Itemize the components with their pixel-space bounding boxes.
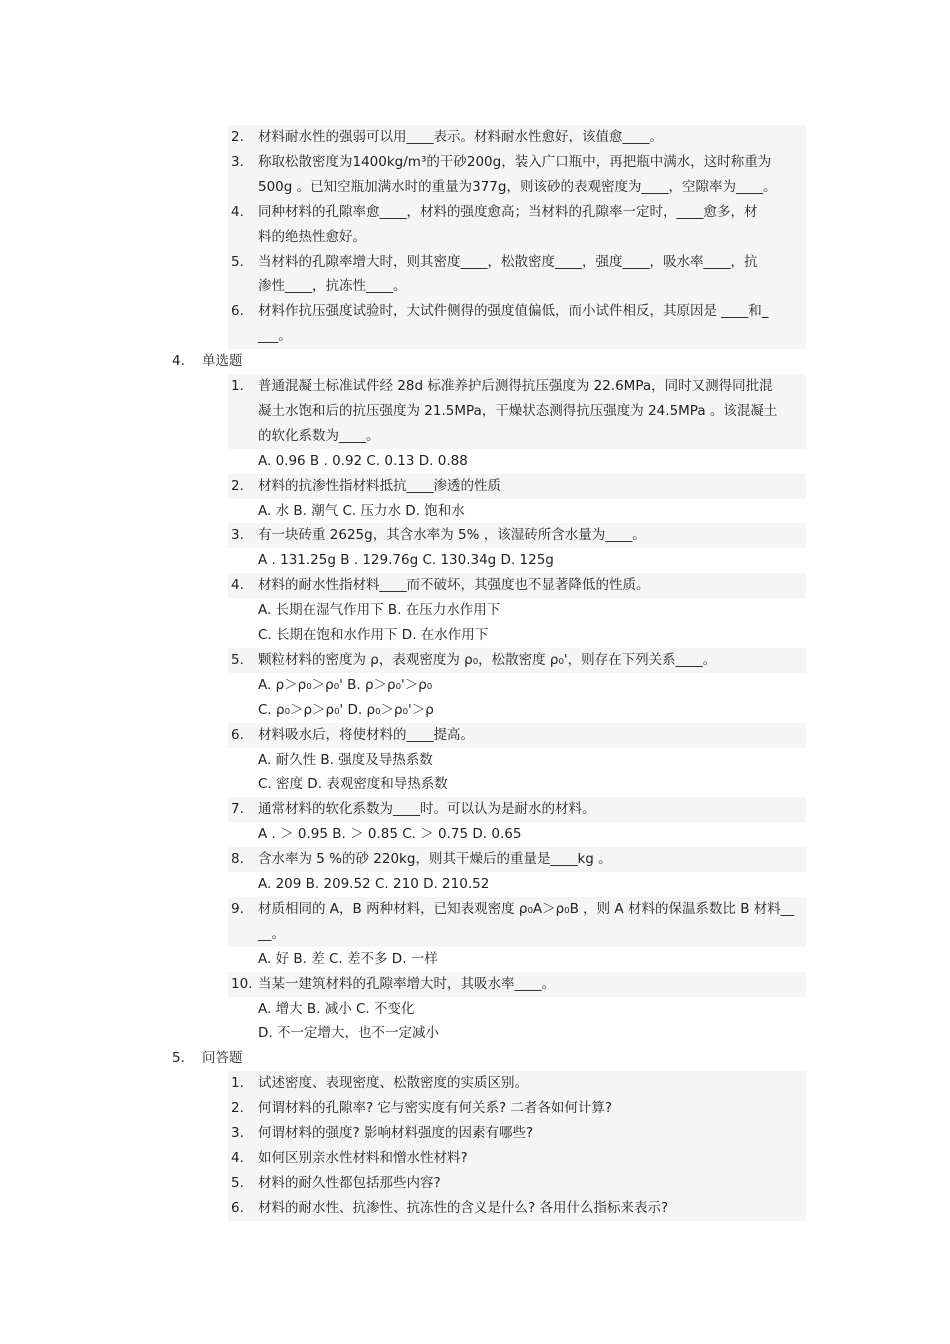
question-number: 2. [231, 1100, 244, 1117]
question-line [228, 972, 806, 997]
question-line [228, 274, 806, 299]
question-line [228, 125, 806, 150]
option-text: C. 密度 D. 表观密度和导热系数 [258, 776, 448, 793]
section-heading [0, 1046, 950, 1071]
question-number: 2. [231, 129, 244, 145]
question-line [228, 922, 806, 947]
question-line [228, 299, 806, 324]
question-line [228, 1071, 806, 1096]
question-number: 6. [231, 726, 244, 743]
question-text: 同种材料的孔隙率愈____，材料的强度愈高；当材料的孔隙率一定时，____愈多，材 [258, 203, 758, 220]
option-text: C. ρ₀＞ρ＞ρ₀' D. ρ₀＞ρ₀'＞ρ [258, 701, 434, 718]
question-number: 4. [231, 577, 244, 594]
question-number: 7. [231, 801, 244, 818]
question-number: 5. [231, 1174, 244, 1191]
option-text: A. ρ＞ρ₀＞ρ₀' B. ρ＞ρ₀'＞ρ₀ [258, 676, 433, 693]
answer-options [0, 772, 950, 797]
answer-options [0, 598, 950, 623]
question-number: 4. [231, 203, 244, 220]
question-line [228, 1146, 806, 1171]
question-line [228, 175, 806, 200]
question-number: 10. [231, 975, 253, 992]
question-text: 材料的耐久性都包括那些内容? [258, 1174, 441, 1191]
question-number: 6. [231, 1199, 244, 1216]
question-text: 500g 。已知空瓶加满水时的重量为377g，则该砂的表观密度为____，空隙率为____。 [258, 178, 777, 195]
question-line [228, 474, 806, 499]
section-heading [0, 349, 950, 374]
question-text: 颗粒材料的密度为 ρ，表观密度为 ρ₀，松散密度 ρ₀'，则存在下列关系____。 [258, 651, 717, 668]
answer-options [0, 997, 950, 1022]
question-line [228, 225, 806, 250]
question-text: 称取松散密度为1400kg/m³的干砂200g，装入广口瓶中，再把瓶中满水，这时称重为 [258, 153, 772, 170]
answer-options [0, 548, 950, 573]
question-line [228, 648, 806, 673]
section-number: 4. [172, 353, 185, 370]
question-number: 4. [231, 1149, 244, 1166]
question-text: 材料作抗压强度试验时，大试件侧得的强度值偏低，而小试件相反，其原因是 ____和_ [258, 303, 769, 320]
question-number: 5. [231, 253, 244, 270]
question-text: 渗性____，抗冻性____。 [258, 278, 407, 295]
question-line [228, 573, 806, 598]
question-text: 材料耐水性的强弱可以用____表示。材料耐水性愈好，该值愈____。 [258, 129, 663, 145]
option-text: A. 增大 B. 减小 C. 不变化 [258, 1000, 415, 1017]
answer-options [0, 748, 950, 773]
question-text: 料的绝热性愈好。 [258, 228, 366, 245]
question-line [228, 200, 806, 225]
question-line [228, 424, 806, 449]
question-line [228, 723, 806, 748]
section-number: 5. [172, 1050, 185, 1067]
question-text: 当材料的孔隙率增大时，则其密度____，松散密度____，强度____，吸水率____，抗 [258, 253, 758, 270]
question-number: 9. [231, 900, 244, 917]
question-text: 材料的抗渗性指材料抵抗____渗透的性质 [258, 477, 501, 494]
question-text: 当某一建筑材料的孔隙率增大时，其吸水率____。 [258, 975, 555, 992]
question-text: 含水率为 5 %的砂 220kg，则其干燥后的重量是____kg 。 [258, 851, 612, 868]
answer-options [0, 449, 950, 474]
question-number: 1. [231, 1075, 244, 1092]
option-text: D. 不一定增大，也不一定减小 [258, 1025, 439, 1042]
question-number: 6. [231, 303, 244, 320]
question-text: 材料吸水后，将使材料的____提高。 [258, 726, 474, 743]
question-line [228, 847, 806, 872]
answer-options [0, 822, 950, 847]
question-text: 凝土水饱和后的抗压强度为 21.5MPa，干燥状态测得抗压强度为 24.5MPa 。该混凝土 [258, 402, 778, 419]
answer-options [0, 673, 950, 698]
question-line [228, 897, 806, 922]
question-number: 3. [231, 527, 244, 544]
question-number: 3. [231, 153, 244, 170]
question-text: 试述密度、表现密度、松散密度的实质区别。 [258, 1075, 528, 1092]
question-text: 何谓材料的孔隙率? 它与密实度有何关系? 二者各如何计算? [258, 1100, 613, 1117]
question-line [228, 1196, 806, 1221]
answer-options [0, 499, 950, 524]
option-text: A. 长期在湿气作用下 B. 在压力水作用下 [258, 602, 501, 619]
question-number: 8. [231, 851, 244, 868]
question-text: 材料的耐水性、抗渗性、抗冻性的含义是什么? 各用什么指标来表示? [258, 1199, 669, 1216]
question-number: 5. [231, 651, 244, 668]
answer-options [0, 872, 950, 897]
question-line [228, 150, 806, 175]
option-text: A. 水 B. 潮气 C. 压力水 D. 饱和水 [258, 502, 465, 519]
question-text: 材质相同的 A，B 两种材料，已知表观密度 ρ₀A＞ρ₀B ，则 A 材料的保温系数比 B 材料__ [258, 900, 795, 917]
question-text: ___。 [258, 328, 292, 345]
answer-options [0, 947, 950, 972]
option-text: A. 耐久性 B. 强度及导热系数 [258, 751, 433, 768]
question-line [228, 1171, 806, 1196]
option-text: A. 0.96 B . 0.92 C. 0.13 D. 0.88 [258, 452, 468, 469]
section-title: 单选题 [202, 353, 243, 370]
section-title: 问答题 [202, 1050, 243, 1067]
answer-options [0, 623, 950, 648]
question-text: 材料的耐水性指材料____而不破坏，其强度也不显著降低的性质。 [258, 577, 650, 594]
question-line [228, 1121, 806, 1146]
question-line [228, 250, 806, 275]
question-line [228, 374, 806, 399]
question-line [228, 399, 806, 424]
question-line [228, 523, 806, 548]
question-number: 3. [231, 1125, 244, 1141]
question-text: 如何区别亲水性材料和憎水性材料? [258, 1149, 468, 1166]
question-line [228, 797, 806, 822]
question-line [228, 1096, 806, 1121]
question-text: 的软化系数为____。 [258, 427, 380, 444]
option-text: A . 131.25g B . 129.76g C. 130.34g D. 125g [258, 552, 554, 569]
question-text: 何谓材料的强度? 影响材料强度的因素有哪些? [258, 1125, 534, 1141]
option-text: A. 好 B. 差 C. 差不多 D. 一样 [258, 950, 438, 967]
question-number: 1. [231, 378, 244, 394]
question-text: __。 [258, 925, 285, 942]
answer-options [0, 1021, 950, 1046]
option-text: A. 209 B. 209.52 C. 210 D. 210.52 [258, 876, 490, 892]
option-text: A . ＞ 0.95 B. ＞ 0.85 C. ＞ 0.75 D. 0.65 [258, 826, 522, 843]
question-text: 普通混凝土标准试件经 28d 标准养护后测得抗压强度为 22.6MPa，同时又测得同批混 [258, 378, 773, 394]
answer-options [0, 698, 950, 723]
question-text: 通常材料的软化系数为____时。可以认为是耐水的材料。 [258, 801, 596, 818]
question-text: 有一块砖重 2625g，其含水率为 5% ，该湿砖所含水量为____。 [258, 527, 646, 544]
question-number: 2. [231, 477, 244, 494]
question-line [228, 324, 806, 349]
option-text: C. 长期在饱和水作用下 D. 在水作用下 [258, 627, 489, 643]
